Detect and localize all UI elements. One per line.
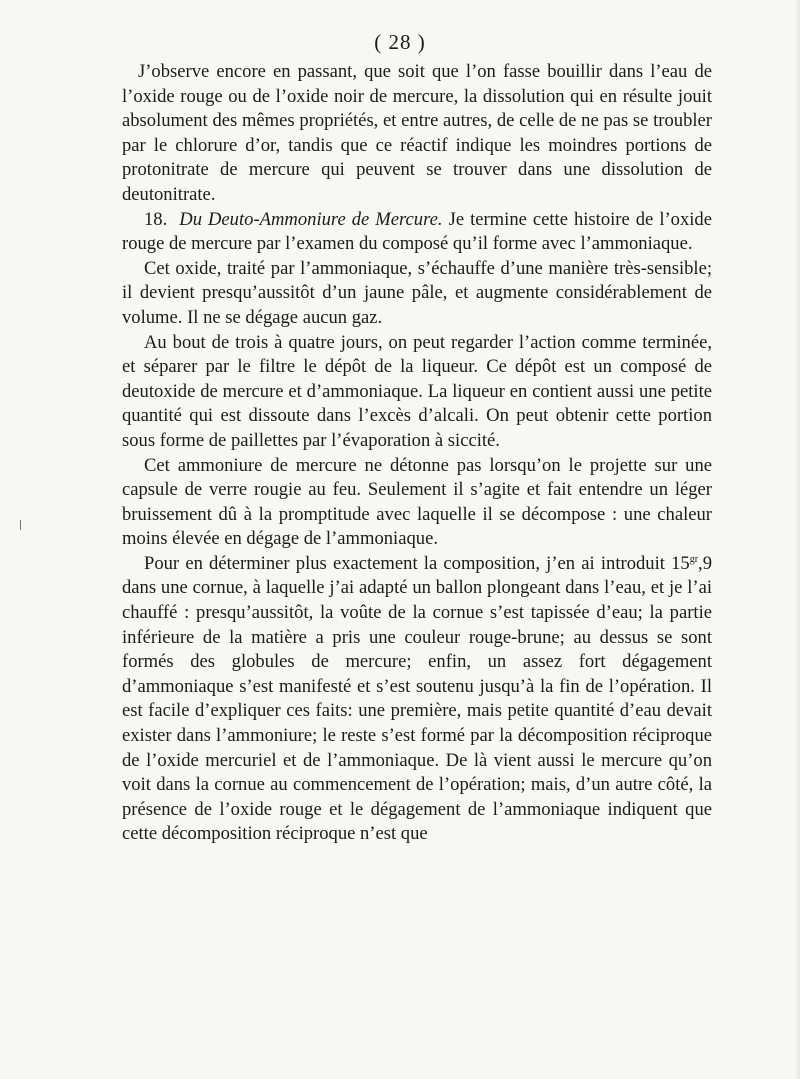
section-number: 18.	[144, 208, 168, 230]
paragraph-composition-experiment	[122, 552, 712, 847]
paragraph-filtration: Au bout de trois à quatre jours, on peut regarder l’action comme terminée, et séparer par le filtre le dépôt de la liqueur. Ce dépôt est un composé de deutoxide de mercure et d’ammoniaque. La liqueur en contient aussi une petite quantité qui est dissoute dans l’excès d’alcali. On peut obtenir cette portion sous forme de paillettes par l’évaporation à siccité.	[122, 331, 712, 451]
paragraph-heating-behavior: Cet ammoniure de mercure ne détonne pas lorsqu’on le projette sur une capsule de verre rougie au feu. Seulement il s’agite et fait entendre un léger bruissement dû à la promptitude avec laquelle il se décompose : une chaleur moins élevée en dégage de l’ammoniaque.	[122, 454, 712, 550]
section-title: Du Deuto-Ammoniure de Mercure.	[179, 208, 443, 230]
page-edge-shadow	[794, 0, 800, 1079]
experiment-text-end: ,9 dans une cornue, à laquelle j’ai adapté un ballon plongeant dans l’eau, et je l’ai chauffé : presqu’aussitôt, la voûte de la cornue s’est tapissée d’eau; la partie inférieure de la matière a pris une couleur rouge-brune; au dessus se sont formés des globules de mercure; enfin, un assez fort dégagement d’ammoniaque s’est manifesté et s’est soutenu jusqu’à la fin de l’opération. Il est facile d’expliquer ces faits: une première, mais petite quantité d’eau devait exister dans l’ammoniure; le reste s’est formé par la décomposition réciproque de l’oxide mercuriel et de l’ammoniaque. De là vient aussi le mercure qu’on voit dans la cornue au commencement de l’opération; mais, d’un autre côté, la présence de l’oxide rouge et le dégagement de l’ammoniaque indiquent que cette décomposition réciproque n’est que	[122, 552, 712, 845]
paragraph-boiling-oxides: J’observe encore en passant, que soit que l’on fasse bouillir dans l’eau de l’oxide rouge ou de l’oxide noir de mercure, la dissolution qui en résulte jouit absolument des mêmes propriétés, et entre autres, de celle de ne pas se troubler par le chlorure d’or, tandis que ce réactif indique les moindres portions de protonitrate de mercure qui peuvent se trouver dans une dissolution de deutonitrate.	[122, 61, 712, 205]
paragraph-section-18	[122, 208, 712, 257]
page-number: ( 28 )	[374, 30, 426, 54]
weight-unit: gr	[689, 553, 699, 565]
page-body	[122, 60, 712, 847]
section-intro-text: Je termine cette histoire de l’oxide rouge de mercure par l’examen du composé qu’il forme avec l’ammoniaque.	[122, 208, 712, 255]
margin-mark	[20, 520, 21, 530]
experiment-text-start: Pour en déterminer plus exactement la composition, j’en ai introduit 15	[144, 552, 690, 574]
paragraph-ammonia-treatment: Cet oxide, traité par l’ammoniaque, s’échauffe d’une manière très-sensible; il devient presqu’aussitôt d’un jaune pâle, et augmente considérablement de volume. Il ne se dégage aucun gaz.	[122, 257, 712, 328]
